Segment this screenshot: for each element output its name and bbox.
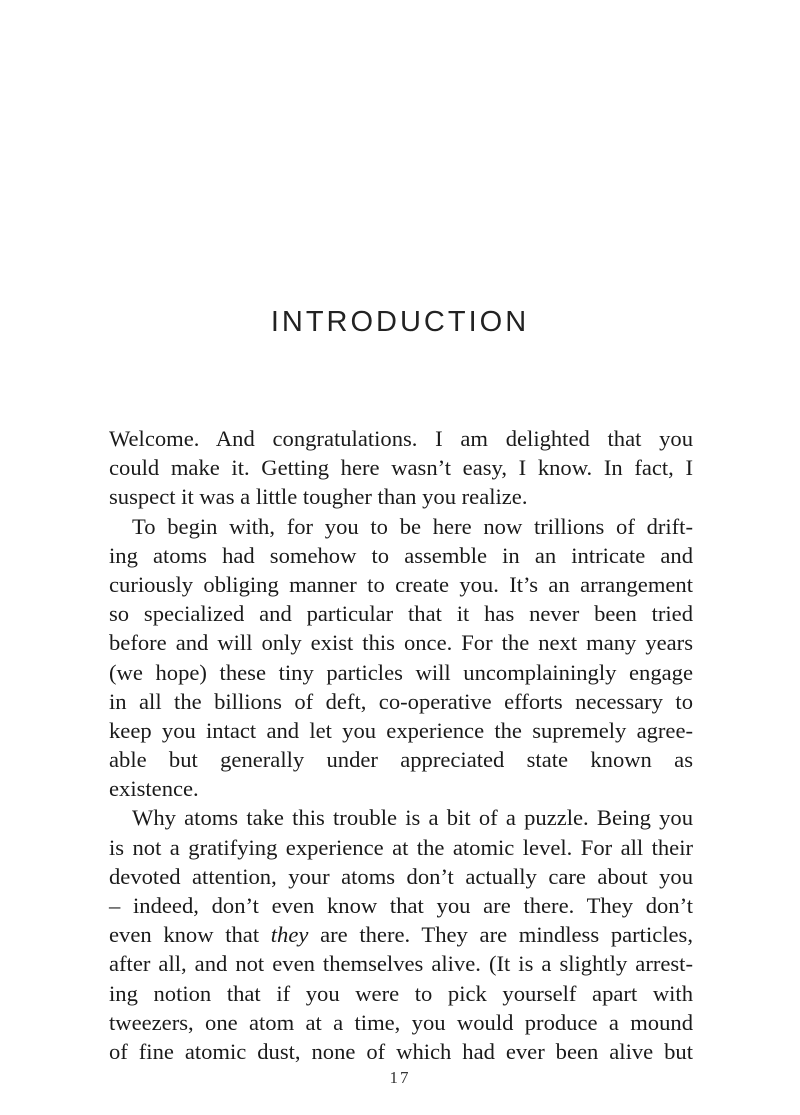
text-line: in all the billions of deft, co-operative efforts necessary to bbox=[109, 688, 693, 714]
text-line: so specialized and particular that it has never been tried bbox=[109, 601, 693, 627]
text-line: curiously obliging manner to create you. It’s an arrangement bbox=[109, 571, 693, 597]
text-line: is not a gratifying experience at the atomic level. For all their bbox=[109, 834, 693, 860]
chapter-title: INTRODUCTION bbox=[270, 306, 530, 338]
text-line: existence. bbox=[109, 776, 199, 802]
text-line bbox=[109, 920, 693, 949]
text-line: ing atoms had somehow to assemble in an intricate and bbox=[109, 542, 693, 568]
text-line: of fine atomic dust, none of which had ever been alive but bbox=[109, 1038, 693, 1064]
text-line: keep you intact and let you experience the supremely agree- bbox=[109, 717, 693, 743]
text-line: tweezers, one atom at a time, you would produce a mound bbox=[109, 1009, 693, 1035]
text-run: even know that bbox=[109, 922, 271, 948]
body-text bbox=[109, 424, 693, 1066]
text-line: could make it. Getting here wasn’t easy, I know. In fact, I bbox=[109, 455, 693, 481]
page-number: 17 bbox=[389, 1068, 411, 1087]
text-line: able but generally under appreciated state known as bbox=[109, 747, 693, 773]
text-line: ing notion that if you were to pick yourself apart with bbox=[109, 980, 693, 1006]
text-line: – indeed, don’t even know that you are there. They don’t bbox=[109, 893, 693, 918]
text-line: devoted attention, your atoms don’t actually care about you bbox=[109, 863, 693, 889]
emphasis: they bbox=[270, 922, 309, 948]
text-line: Why atoms take this trouble is a bit of a puzzle. Being you bbox=[132, 805, 693, 831]
text-run: are there. They are mindless particles, bbox=[308, 922, 693, 948]
text-line: To begin with, for you to be here now trillions of drift- bbox=[132, 513, 693, 539]
text-line: before and will only exist this once. For the next many years bbox=[109, 630, 693, 656]
text-line: Welcome. And congratulations. I am delighted that you bbox=[109, 426, 693, 451]
text-line: (we hope) these tiny particles will uncomplainingly engage bbox=[109, 659, 693, 685]
text-line: suspect it was a little tougher than you realize. bbox=[109, 484, 528, 510]
text-line: after all, and not even themselves alive. (It is a slightly arrest- bbox=[109, 951, 693, 977]
